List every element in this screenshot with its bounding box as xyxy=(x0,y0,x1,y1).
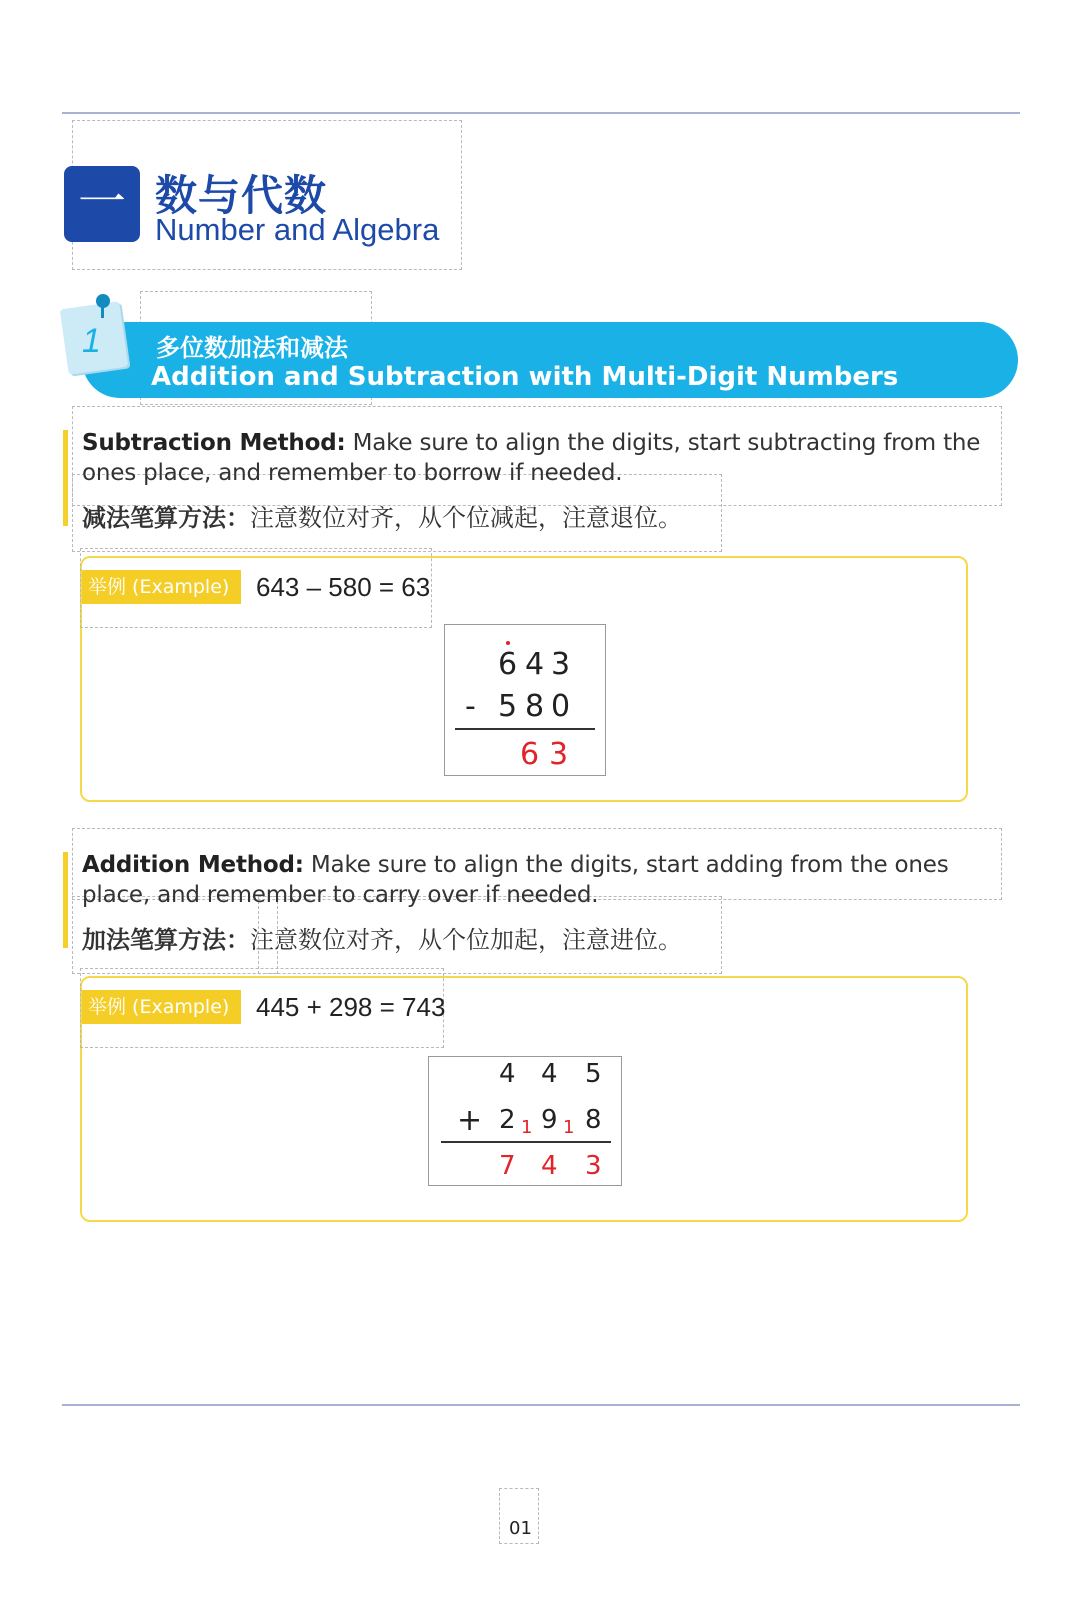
chapter-title-zh: 数与代数 xyxy=(155,171,328,220)
chapter-badge xyxy=(64,166,140,242)
addition-vertical-calc xyxy=(428,1056,622,1186)
chapter-number: 一 xyxy=(77,174,127,231)
add-result-digit: 4 xyxy=(541,1151,558,1181)
add-bottom-digit: 2 xyxy=(499,1105,516,1135)
sub-result-digit: 3 xyxy=(549,737,569,772)
add-top-digit: 4 xyxy=(541,1059,558,1089)
sub-top-digit: 3 xyxy=(551,647,571,682)
add-result-digit: 7 xyxy=(499,1151,516,1181)
subtraction-method-body: Make sure to align the digits, start subtracting from the ones place, and remember to borrow if needed. xyxy=(82,430,981,486)
sub-operator: - xyxy=(465,689,476,724)
subtraction-method-zh xyxy=(82,498,682,533)
addition-method-zh xyxy=(82,920,682,955)
addition-accent-bar xyxy=(63,852,68,948)
section-title-en: Addition and Subtraction with Multi-Digit Numbers xyxy=(151,362,899,392)
page-number: 01 xyxy=(509,1518,532,1539)
add-top-digit: 4 xyxy=(499,1059,516,1089)
subtraction-method-label: Subtraction Method: xyxy=(82,430,346,456)
addition-example-label: 举例 (Example) xyxy=(82,990,241,1024)
add-operator: + xyxy=(457,1103,483,1138)
addition-method-body: Make sure to align the digits, start adding from the ones place, and remember to carry over if needed. xyxy=(82,852,949,908)
add-bottom-digit: 9 xyxy=(541,1105,558,1135)
add-rule-line xyxy=(441,1141,611,1143)
subtraction-accent-bar xyxy=(63,430,68,526)
subtraction-example-label: 举例 (Example) xyxy=(82,570,241,604)
sub-bottom-digit: 0 xyxy=(551,689,571,724)
subtraction-vertical-calc xyxy=(444,624,606,776)
add-result-digit: 3 xyxy=(585,1151,602,1181)
add-top-digit: 5 xyxy=(585,1059,602,1089)
top-divider xyxy=(62,112,1020,114)
borrow-dot xyxy=(506,641,510,645)
pin-stem xyxy=(101,306,104,318)
sub-bottom-digit: 8 xyxy=(525,689,545,724)
add-bottom-digit: 8 xyxy=(585,1105,602,1135)
sub-bottom-digit: 5 xyxy=(498,689,518,724)
addition-method-zh-body: 注意数位对齐，从个位加起，注意进位。 xyxy=(250,926,682,954)
subtraction-equation: 643 – 580 = 63 xyxy=(256,572,431,602)
subtraction-method-zh-label: 减法笔算方法： xyxy=(82,503,250,532)
addition-method-text xyxy=(82,850,1012,910)
chapter-title-en: Number and Algebra xyxy=(155,212,440,247)
section-title-zh: 多位数加法和减法 xyxy=(156,334,348,362)
sub-rule-line xyxy=(455,728,595,730)
subtraction-method-zh-body: 注意数位对齐，从个位减起，注意退位。 xyxy=(250,504,682,532)
addition-method-zh-label: 加法笔算方法： xyxy=(82,925,250,954)
add-carry-digit: 1 xyxy=(521,1117,533,1138)
sub-result-digit: 6 xyxy=(520,737,540,772)
sub-top-digit: 6 xyxy=(498,647,518,682)
add-carry-digit: 1 xyxy=(563,1117,575,1138)
section-number: 1 xyxy=(82,322,101,360)
sub-top-digit: 4 xyxy=(525,647,545,682)
subtraction-method-text xyxy=(82,428,1012,488)
addition-method-label: Addition Method: xyxy=(82,852,304,878)
bottom-divider xyxy=(62,1404,1020,1406)
addition-equation: 445 + 298 = 743 xyxy=(256,992,446,1022)
